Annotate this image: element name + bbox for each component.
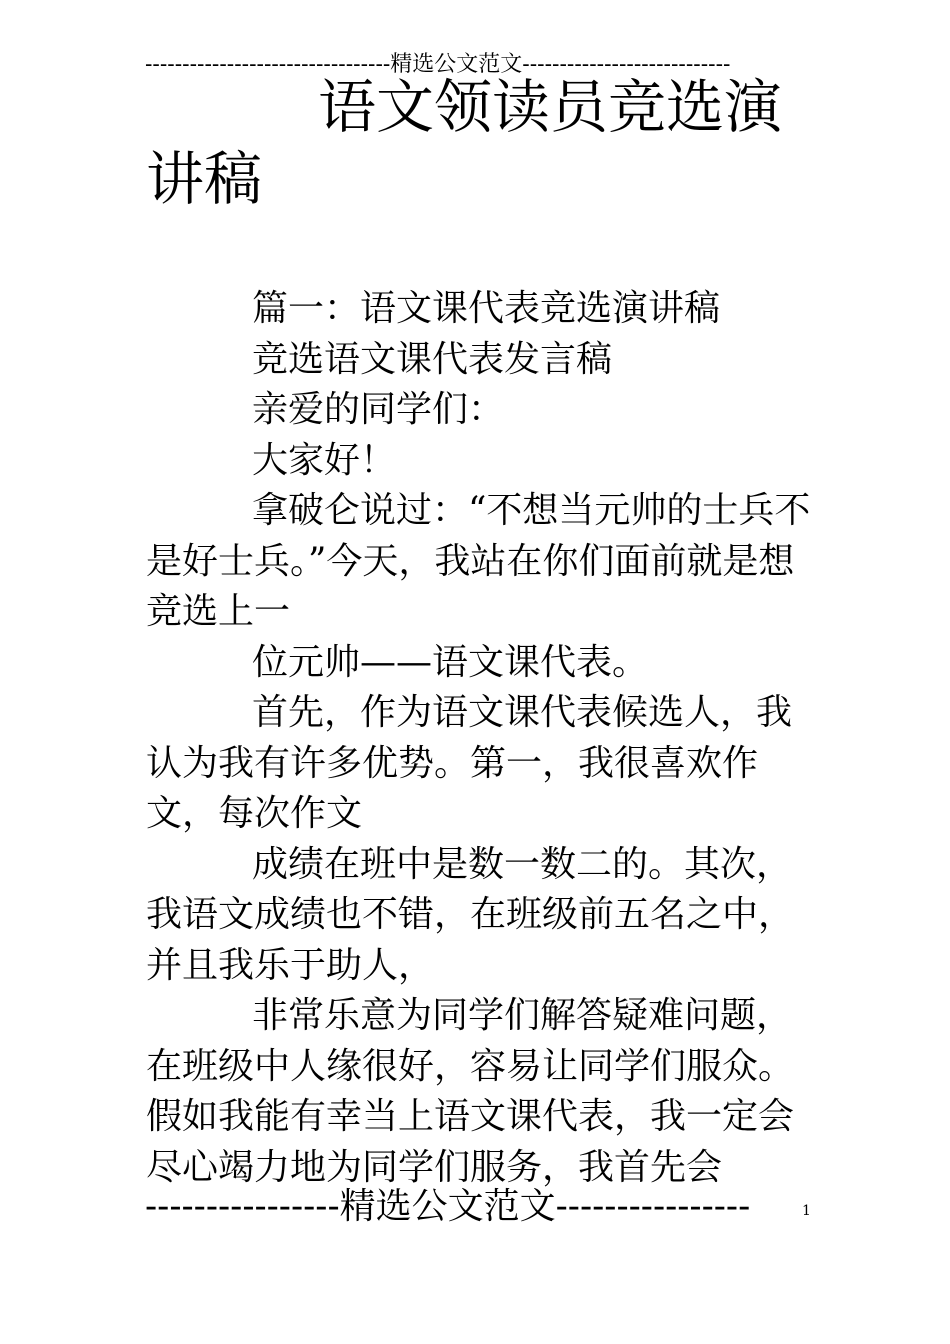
document-title-line-2: 讲稿 [146,145,263,213]
document-title-line-1: 语文领读员竞选演 [318,73,783,141]
page-footer: ----------------精选公文范文---------------- [145,1186,751,1227]
paragraph-promise: 非常乐意为同学们解答疑难问题，在班级中人缘很好，容易让同学们服众。假如我能有幸当上语文课代表，我一定会尽心竭力地为同学们服务，我首先会 [146,995,795,1188]
paragraph-subtitle: 竞选语文课代表发言稿 [252,338,613,380]
paragraph-section-heading: 篇一：语文课代表竞选演讲稿 [252,288,721,329]
paragraph-grades: 成绩在班中是数一数二的。其次，我语文成绩也不错，在班级前五名之中，并且我乐于助人， [146,843,795,986]
document-body [146,284,811,1193]
paragraph-greeting: 大家好！ [252,439,397,481]
paragraph-salutation: 亲爱的同学们： [252,389,505,430]
paragraph-position: 位元帅——语文课代表。 [252,641,649,683]
page-number: 1 [802,1203,811,1219]
page-header: ---------------------------------精选公文范文---------------------------- [145,52,731,77]
paragraph-quote: 拿破仑说过：“不想当元帅的士兵不是好士兵。”今天，我站在你们面前就是想竞选上一 [146,490,811,632]
paragraph-advantages: 首先，作为语文课代表候选人，我认为我有许多优势。第一，我很喜欢作文，每次作文 [146,692,793,834]
